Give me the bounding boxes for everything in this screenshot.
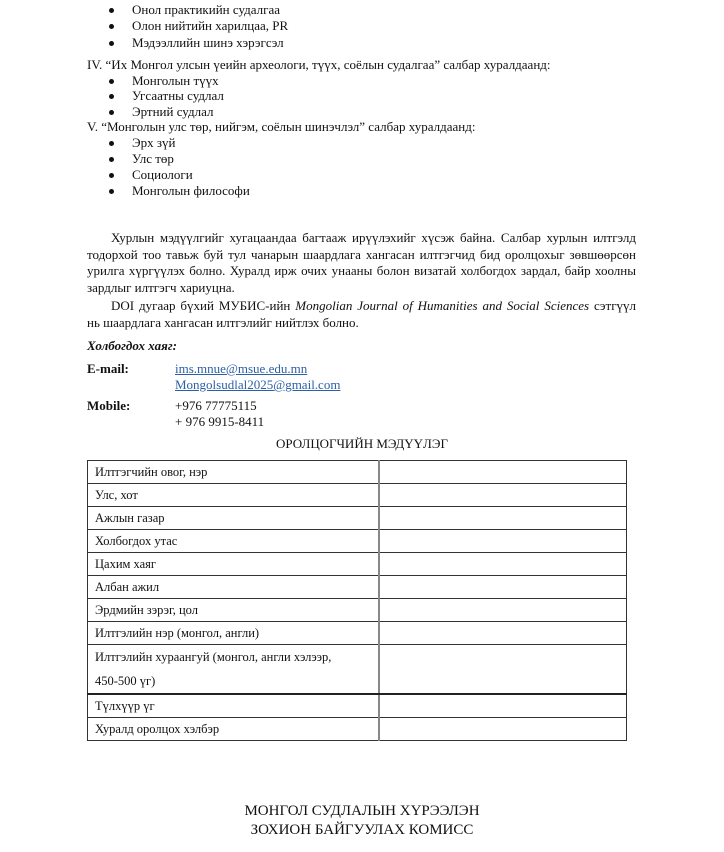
bullet-icon — [109, 141, 114, 146]
table-row — [88, 553, 627, 576]
table-row — [88, 461, 627, 484]
form-title: ОРОЛЦОГЧИЙН МЭДҮҮЛЭГ — [276, 436, 448, 451]
field-input[interactable] — [379, 718, 627, 741]
field-input[interactable] — [379, 461, 627, 484]
bullet-icon — [109, 110, 114, 115]
field-label: Түлхүүр үг — [88, 694, 380, 718]
field-label: Илтгэгчийн овог, нэр — [88, 461, 380, 484]
phone-1: +976 77775115 — [175, 398, 257, 413]
bullet-icon — [109, 189, 114, 194]
table-row — [88, 484, 627, 507]
footer-committee: ЗОХИОН БАЙГУУЛАХ КОМИСС — [250, 822, 474, 838]
table-row — [88, 599, 627, 622]
journal-name: Mongolian Journal of Humanities and Social Sciences — [295, 298, 590, 313]
journal-paragraph: DOI дугаар бүхий МУБИС-ийн Mongolian Journal of Humanities and Social Sciences сэтгүүл нь шаардлага хангасан илтгэлийг нийтлэх болно. — [87, 298, 637, 330]
contact-heading: Холбогдох хаяг: — [87, 338, 177, 353]
bullet-icon — [109, 157, 114, 162]
field-label: Хуралд оролцох хэлбэр — [88, 718, 380, 741]
field-label: Улс, хот — [88, 484, 380, 507]
table-row — [88, 576, 627, 599]
field-input[interactable] — [379, 576, 627, 599]
table-row — [88, 645, 627, 695]
field-input[interactable] — [379, 530, 627, 553]
field-input[interactable] — [379, 694, 627, 718]
table-row — [88, 530, 627, 553]
field-label: Илтгэлийн нэр (монгол, англи) — [88, 622, 380, 645]
bullet-icon — [109, 94, 114, 99]
registration-form-table — [87, 460, 627, 741]
bullet-icon — [109, 8, 114, 13]
field-input[interactable] — [379, 622, 627, 645]
email-label: E-mail: — [87, 361, 129, 376]
field-input[interactable] — [379, 553, 627, 576]
field-label: Албан ажил — [88, 576, 380, 599]
field-input[interactable] — [379, 645, 627, 695]
phone-2: + 976 9915-8411 — [175, 414, 265, 429]
field-label: Ажлын газар — [88, 507, 380, 530]
table-row — [88, 622, 627, 645]
email-link-2[interactable]: Mongolsudlal2025@gmail.com — [175, 377, 341, 392]
bullet-icon — [109, 173, 114, 178]
footer-institute: МОНГОЛ СУДЛАЛЫН ХҮРЭЭЛЭН — [244, 803, 480, 819]
mobile-label: Mobile: — [87, 398, 131, 413]
info-paragraph: Хурлын мэдүүлгийг хугацаандаа багтааж ирүүлэхийг хүсэж байна. Салбар хурлын илтгэлд тодорхой тоо тавьж буй тул чанарын шаардлага хангасан илтгэгчид бид оролцохыг зөвшөөрсөн урилга хүргүүлэх болно. Хуралд ирж очих унааны болон визатай холбогдох зардал, байр хоолны зардлыг илтгэгч хариуцна. — [87, 230, 636, 295]
table-row — [88, 694, 627, 718]
field-label: Эрдмийн зэрэг, цол — [88, 599, 380, 622]
table-row — [88, 718, 627, 741]
field-input[interactable] — [379, 599, 627, 622]
field-label: Холбогдох утас — [88, 530, 380, 553]
email-link-1[interactable]: ims.mnue@msue.edu.mn — [175, 361, 308, 376]
field-label: Илтгэлийн хураангуй (монгол, англи хэлээр, 450-500 үг) — [88, 645, 380, 695]
field-input[interactable] — [379, 484, 627, 507]
section-iv-heading: IV. “Их Монгол улсын үеийн археологи, түүх, соёлын судалгаа” салбар хуралдаанд: — [87, 57, 551, 72]
table-row — [88, 507, 627, 530]
bullet-icon — [109, 79, 114, 84]
field-input[interactable] — [379, 507, 627, 530]
section-v-heading: V. “Монголын улс төр, нийгэм, соёлын шинэчлэл” салбар хуралдаанд: — [87, 119, 476, 134]
bullet-icon — [109, 24, 114, 29]
field-label: Цахим хаяг — [88, 553, 380, 576]
bullet-icon — [109, 41, 114, 46]
